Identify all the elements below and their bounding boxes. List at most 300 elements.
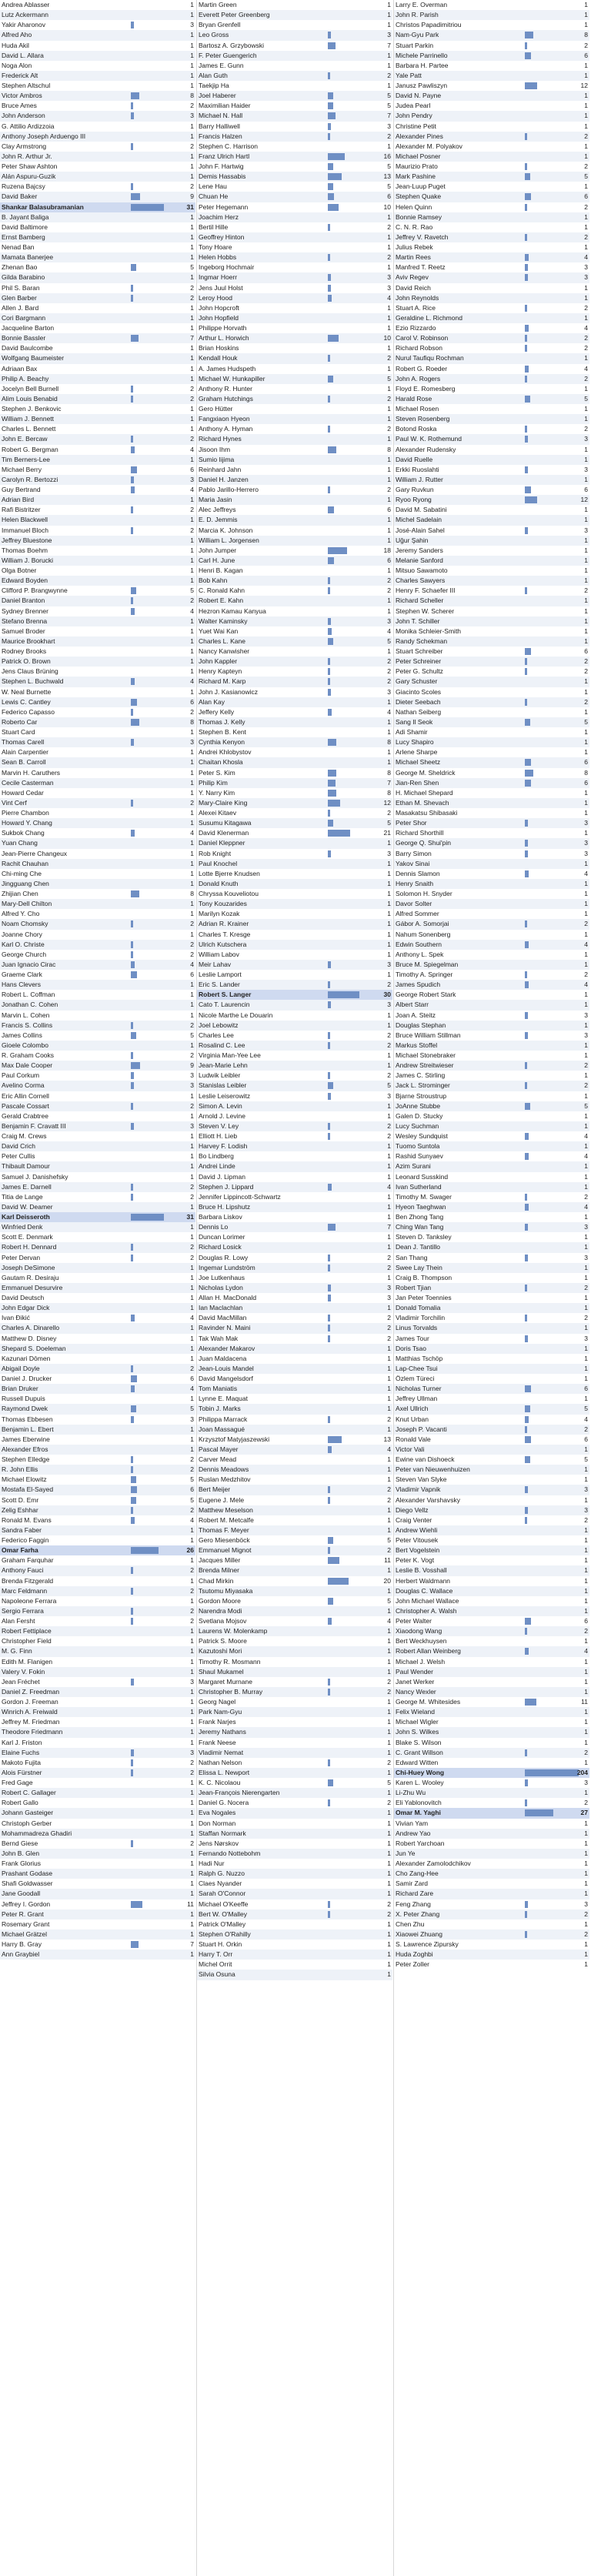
row-name: Michael J. Welsh [396,1657,446,1666]
table-row [0,1495,195,1505]
row-count: 1 [387,232,391,241]
table-row [197,81,392,91]
row-count: 2 [584,657,588,666]
row-name: Ravinder N. Maini [199,1324,251,1332]
table-row [394,536,589,546]
table-row [197,111,392,121]
table-row [197,1303,392,1313]
row-name: Noam Chomsky [2,920,48,928]
row-count: 5 [387,819,391,827]
table-row [394,142,589,152]
count-bar [525,366,529,373]
row-count: 1 [190,303,194,312]
table-row [394,414,589,424]
table-row [394,1738,589,1748]
row-count: 1 [387,839,391,847]
row-name: Alexander Makarov [199,1344,255,1352]
count-bar [525,1285,527,1291]
table-row [394,828,589,838]
row-count: 2 [387,1677,391,1686]
count-bar [328,183,333,190]
row-count: 1 [190,788,194,797]
table-row [197,1748,392,1758]
row-count: 1 [584,606,588,615]
table-row [197,576,392,586]
row-name: Jeremy Sanders [396,546,443,554]
table-row [0,1151,195,1161]
row-name: Emmanuel Mignot [199,1546,252,1555]
row-count: 1 [190,556,194,564]
count-bar [328,295,332,302]
table-row [197,293,392,303]
table-row [0,505,195,515]
row-name: Steven Rosenberg [396,415,450,423]
table-row [197,1212,392,1222]
table-row [394,919,589,929]
table-row [197,1636,392,1646]
row-count: 1 [584,1657,588,1666]
row-name: David L. Allara [2,51,44,59]
row-name: Jeffrey I. Gordon [2,1899,51,1908]
table-row [394,1778,589,1788]
table-row [0,1899,195,1909]
count-bar [525,1405,530,1412]
row-count: 1 [387,1960,391,1969]
row-count: 2 [387,1132,391,1140]
table-row [394,1616,589,1626]
row-name: Edward Witten [396,1758,439,1766]
table-row [0,727,195,737]
table-row [0,1253,195,1263]
row-count: 1 [584,1728,588,1736]
table-row [0,61,195,71]
row-count: 6 [190,971,194,978]
row-count: 8 [387,445,391,453]
row-name: Dieter Seebach [396,697,441,706]
row-count: 2 [584,1283,588,1291]
table-row [197,1435,392,1445]
row-count: 7 [387,778,391,787]
table-row [0,1232,195,1242]
row-name: Charles L. Bennett [2,425,56,433]
row-count: 1 [584,1162,588,1171]
row-name: Hans Clevers [2,981,42,989]
row-name: Jan Peter Toennies [396,1294,452,1301]
table-row [0,41,195,51]
table-row [0,212,195,222]
row-count: 4 [190,677,194,686]
row-name: Xiaowei Zhuang [396,1929,442,1938]
row-name: Daniel Z. Freedman [2,1687,60,1696]
column-divider [393,0,394,2576]
row-name: Chuan He [199,192,229,201]
table-row [197,1596,392,1606]
table-row [394,434,589,444]
table-row [0,424,195,434]
row-name: Li-Zhu Wu [396,1789,426,1797]
count-bar [328,961,331,968]
row-count: 1 [387,1172,391,1181]
row-name: Sumio Iijima [199,455,235,463]
table-row [394,1899,589,1909]
count-bar [525,971,527,978]
row-count: 2 [190,1758,194,1766]
count-bar [131,1365,133,1372]
table-row [197,122,392,132]
row-name: John A. Rogers [396,374,441,383]
row-name: Jian-Ren Shen [396,778,439,787]
row-name: Ronald M. Evans [2,1515,52,1524]
count-bar [131,587,136,594]
count-bar [131,1385,135,1392]
row-name: Daniel H. Janzen [199,475,249,483]
row-count: 5 [190,1031,194,1039]
count-bar [525,820,528,827]
table-row [0,930,195,940]
table-row [0,1273,195,1283]
row-name: Ernst Bamberg [2,232,45,241]
count-bar [328,587,330,594]
table-row [197,707,392,717]
table-row [0,1313,195,1323]
row-count: 2 [190,1051,194,1059]
row-name: Marcia K. Johnson [199,526,253,534]
table-row [197,1011,392,1021]
row-name: Dennis Lo [199,1223,229,1231]
row-count: 1 [190,1091,194,1100]
row-name: Federico Faggin [2,1536,49,1544]
row-name: Alan Fersht [2,1617,35,1625]
row-count: 1 [584,1546,588,1555]
row-count: 1 [190,869,194,877]
table-row [197,91,392,101]
row-name: C. N. R. Rao [396,222,433,231]
row-name: José-Alain Sahel [396,526,445,534]
row-name: Tobin J. Marks [199,1405,241,1413]
row-name: Bert Vogelstein [396,1546,440,1555]
count-bar [131,1588,133,1595]
row-name: Edwin Southern [396,940,442,948]
count-bar [328,1001,331,1008]
row-count: 1 [584,516,588,524]
table-row [0,1778,195,1788]
row-count: 1 [190,1809,194,1817]
row-count: 1 [190,1657,194,1666]
table-row [197,465,392,475]
count-bar [525,173,530,180]
row-count: 1 [190,1556,194,1565]
row-count: 4 [584,1415,588,1423]
count-bar [328,1133,330,1140]
row-count: 1 [387,415,391,423]
row-name: Michael O'Keeffe [199,1899,249,1908]
count-bar [525,1335,528,1342]
table-row [0,636,195,647]
row-count: 7 [387,112,391,120]
table-row [197,1161,392,1171]
row-name: Stuart Card [2,728,35,736]
row-name: Narendra Modi [199,1606,242,1615]
row-name: Tony Hoare [199,243,232,251]
table-row [197,899,392,909]
row-count: 2 [190,1586,194,1595]
row-name: Peter R. Grant [2,1909,44,1918]
table-row [0,394,195,404]
table-row [197,1829,392,1839]
table-row [197,757,392,767]
table-row [197,1172,392,1182]
row-count: 16 [383,152,391,160]
row-count: 1 [190,313,194,322]
row-name: Pierre Chambon [2,809,49,817]
row-count: 1 [387,748,391,757]
row-name: Michael Wigler [396,1718,439,1726]
table-row [197,1758,392,1768]
count-bar [525,1194,527,1201]
row-count: 1 [584,1789,588,1797]
row-name: Harvey F. Lodish [199,1142,248,1151]
row-name: S. Lawrence Zipursky [396,1940,459,1948]
count-bar [328,355,330,362]
row-count: 1 [190,1889,194,1898]
row-name: Jeremy Nathans [199,1728,246,1736]
row-name: Wolfgang Baumeister [2,354,65,363]
row-name: Sergio Ferrara [2,1606,44,1615]
count-bar [131,1123,134,1130]
table-row [0,1859,195,1869]
row-name: Peter Vitousek [396,1536,439,1544]
row-name: Graham Farquhar [2,1556,54,1565]
count-bar [525,1436,531,1443]
row-name: X. Peter Zhang [396,1909,440,1918]
table-row [197,10,392,20]
row-count: 1 [190,616,194,625]
row-name: Stephen L. Buchwald [2,677,64,686]
table-row [197,132,392,142]
row-name: Mary-Dell Chilton [2,900,52,908]
table-row [197,475,392,485]
row-name: Margaret Murnane [199,1677,252,1686]
row-count: 5 [387,374,391,383]
count-bar [328,1032,330,1039]
table-row [197,364,392,374]
count-bar [328,1446,332,1453]
row-count: 4 [387,1445,391,1453]
row-count: 6 [387,506,391,514]
row-name: Timothy R. Mosmann [199,1657,261,1666]
count-bar [328,1072,330,1079]
row-name: William J. Bennett [2,415,55,423]
table-row [0,495,195,505]
row-name: Carolyn R. Bertozzi [2,475,58,483]
table-row [0,1697,195,1707]
table-row [394,1596,589,1606]
table-row [394,1141,589,1151]
row-count: 2 [387,667,391,676]
row-count: 4 [584,364,588,373]
row-name: Scott D. Emr [2,1495,39,1504]
row-name: Vladimir Nemat [199,1748,244,1756]
row-name: Bob Kahn [199,576,228,585]
table-row [197,980,392,990]
table-row [394,1677,589,1687]
row-name: Donald Knuth [199,879,239,887]
row-count: 1 [584,1243,588,1251]
row-count: 4 [584,981,588,989]
row-name: Eugene J. Mele [199,1495,245,1504]
table-row [197,1697,392,1707]
row-count: 1 [190,566,194,574]
table-row [394,1151,589,1161]
row-name: Lucy Shapiro [396,738,434,747]
count-bar [328,123,331,130]
table-row [197,202,392,212]
count-bar [525,1507,528,1514]
table-row [0,414,195,424]
count-bar [525,1749,527,1756]
row-name: Prashant Godase [2,1869,53,1878]
row-count: 5 [584,394,588,403]
table-row [0,1869,195,1879]
count-bar [525,1255,528,1261]
table-row [0,323,195,333]
table-row [0,1596,195,1606]
table-row [0,51,195,61]
row-name: Robert Allan Weinberg [396,1647,461,1656]
table-row [197,879,392,889]
table-row [0,970,195,980]
count-bar [328,850,331,857]
row-name: Abigail Doyle [2,1364,40,1372]
row-name: Stephen J. Lippard [199,1182,254,1191]
row-name: Stuart H. Orkin [199,1940,242,1948]
row-count: 1 [584,809,588,817]
row-count: 18 [383,546,391,554]
row-count: 4 [190,829,194,837]
count-bar [328,163,333,170]
table-row [394,222,589,232]
row-count: 1 [584,1273,588,1281]
table-row [394,1394,589,1404]
row-count: 1 [584,1475,588,1484]
row-name: Jennifer Lippincott-Schwartz [199,1192,281,1201]
table-row [394,1101,589,1111]
row-name: Benjamin F. Cravatt III [2,1121,66,1130]
row-count: 2 [190,293,194,302]
row-name: Allen J. Bard [2,303,39,312]
table-row [394,1758,589,1768]
row-name: John F. Hartwig [199,162,244,170]
count-bar [525,52,531,59]
count-bar [131,466,137,473]
row-count: 2 [190,1566,194,1575]
table-row [394,374,589,384]
row-count: 2 [190,1606,194,1615]
row-count: 5 [387,636,391,645]
row-count: 3 [387,1283,391,1291]
count-bar [328,1325,330,1331]
row-count: 1 [190,1698,194,1706]
table-row [197,808,392,818]
row-count: 2 [387,1485,391,1494]
table-row [394,445,589,455]
table-row [0,1940,195,1950]
row-name: Joachim Herz [199,212,239,221]
row-count: 1 [584,21,588,29]
count-bar [131,739,134,746]
row-name: Nancy Wexler [396,1687,436,1696]
table-row [197,909,392,919]
table-row [394,1131,589,1141]
row-name: James C. Stirling [396,1071,446,1080]
row-name: Steven D. Tanksley [396,1233,452,1241]
table-row [0,1616,195,1626]
row-count: 1 [584,879,588,887]
row-count: 1 [190,1111,194,1120]
table-row [394,0,589,10]
count-bar [131,699,137,706]
table-row [394,930,589,940]
table-row [394,626,589,636]
row-name: Geoffrey Hinton [199,232,245,241]
row-count: 26 [186,1546,194,1555]
row-count: 1 [387,1647,391,1656]
row-name: Peter Dervan [2,1253,41,1261]
row-name: George Church [2,950,47,958]
row-name: Gautam R. Desiraju [2,1273,59,1281]
row-name: Leslie Leiserowitz [199,1091,251,1100]
table-row [197,1677,392,1687]
table-row [394,1192,589,1202]
table-row [394,1667,589,1677]
row-name: Walter Kaminsky [199,616,248,625]
row-count: 1 [584,1182,588,1191]
row-count: 1 [387,1455,391,1463]
table-row [394,1313,589,1323]
count-bar [328,254,330,261]
row-name: Felix Wieland [396,1708,436,1716]
count-bar [525,254,529,261]
row-name: Bert W. O'Malley [199,1909,248,1918]
table-row [197,1192,392,1202]
row-count: 1 [190,1202,194,1211]
row-count: 1 [584,1354,588,1362]
table-row [0,788,195,798]
row-name: Daniel Branton [2,596,45,605]
row-count: 2 [584,202,588,211]
count-bar [131,1032,136,1039]
table-row [0,1182,195,1192]
table-row [197,1950,392,1960]
table-row [197,272,392,282]
row-name: Philippa Marrack [199,1415,248,1423]
count-bar [131,112,134,119]
row-name: Huda Akil [2,41,29,49]
row-name: Andrea Ablasser [2,1,50,8]
row-name: Edith M. Flanigen [2,1657,53,1666]
row-name: Tak Wah Mak [199,1334,239,1342]
table-row [197,71,392,81]
row-count: 1 [190,1708,194,1716]
table-row [394,1505,589,1515]
row-count: 1 [190,1001,194,1009]
row-name: Ann Graybiel [2,1950,40,1959]
count-bar [328,102,333,109]
table-row [394,717,589,727]
row-name: Helen Blackwell [2,516,48,524]
row-name: Douglas C. Wallace [396,1586,453,1595]
table-row [0,747,195,757]
